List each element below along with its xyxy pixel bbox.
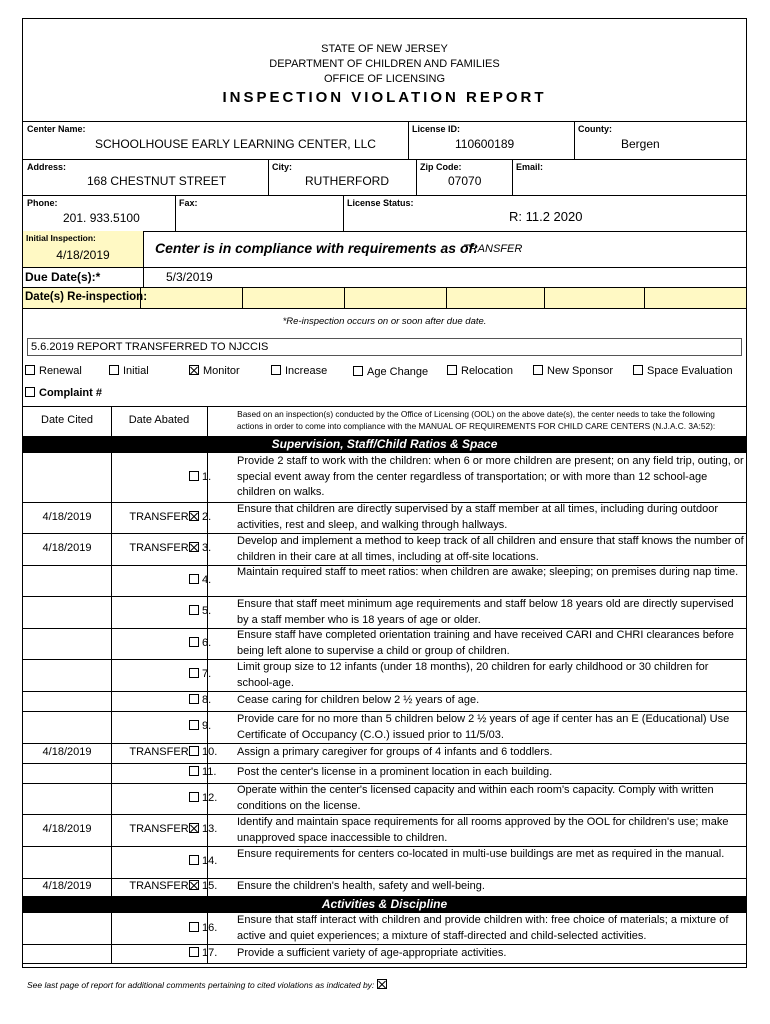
date-cited-label: Date Cited — [41, 414, 93, 426]
requirement-text: Operate within the center's licensed capacity and within each room's capacity. Comply with written conditions on the license. — [237, 784, 714, 812]
divider — [23, 121, 746, 122]
item-number: 3. — [202, 542, 212, 554]
center-name-label: Center Name: — [27, 124, 86, 134]
item-number: 4. — [202, 574, 212, 586]
remarks-text: 5.6.2019 REPORT TRANSFERRED TO NJCCIS — [31, 341, 269, 353]
table-row — [23, 763, 746, 783]
remarks-box[interactable] — [27, 338, 742, 356]
inspection-type-option[interactable] — [533, 365, 613, 377]
inspection-type-label: Initial — [123, 365, 149, 377]
divider — [111, 628, 112, 659]
item-number: 12. — [202, 792, 218, 804]
divider — [574, 121, 575, 159]
item-checkbox[interactable] — [189, 668, 237, 680]
divider — [23, 267, 746, 268]
item-checkbox[interactable] — [189, 694, 237, 706]
address: 168 CHESTNUT STREET — [87, 174, 227, 188]
table-row — [23, 628, 746, 659]
requirement-text: Post the center's license in a prominent location in each building. — [237, 766, 553, 778]
address-label: Address: — [27, 162, 67, 172]
table-row — [23, 565, 746, 596]
due-date: 5/3/2019 — [166, 270, 213, 284]
divider — [23, 195, 746, 196]
divider — [111, 913, 112, 944]
divider — [175, 195, 176, 231]
divider — [644, 288, 645, 308]
checkbox-icon[interactable] — [189, 720, 199, 730]
section-banner: Supervision, Staff/Child Ratios & Space — [23, 436, 746, 453]
divider — [111, 659, 112, 691]
table-row — [23, 944, 746, 963]
center-name: SCHOOLHOUSE EARLY LEARNING CENTER, LLC — [95, 137, 376, 151]
requirement-text: Provide 2 staff to work with the children: when 6 or more children are present; on any field trip, outing, or special event away from the center regardless of transportation; or with more than 12 school-age children on walks. — [237, 455, 744, 498]
phone-label: Phone: — [27, 198, 58, 208]
requirement-text: Develop and implement a method to keep track of all children and ensure that staff knows the number of children in their care at all times, including at off-site locations. — [237, 535, 744, 563]
divider — [512, 159, 513, 195]
divider — [446, 288, 447, 308]
zip-code: 07070 — [448, 174, 482, 188]
reinspection-row — [23, 288, 746, 308]
divider — [23, 308, 746, 309]
reinspection-note: *Re-inspection occurs on or soon after due date. — [282, 316, 487, 327]
requirement-text: Maintain required staff to meet ratios: when children are awake; sleeping; on premises during nap time. — [237, 566, 739, 578]
checkbox-icon[interactable] — [189, 766, 199, 776]
item-number: 2. — [202, 511, 212, 523]
divider — [111, 453, 112, 502]
checkbox-icon[interactable] — [353, 366, 363, 376]
requirement-text: Ensure requirements for centers co-located in multi-use buildings are met as required in the manual. — [237, 848, 725, 860]
table-row — [23, 711, 746, 743]
divider — [23, 963, 746, 964]
divider — [111, 763, 112, 783]
item-number: 17. — [202, 947, 218, 959]
requirement-text: Provide a sufficient variety of age-appropriate activities. — [237, 947, 507, 959]
date-cited: 4/18/2019 — [42, 880, 92, 892]
divider — [140, 288, 141, 308]
requirement-text: Limit group size to 12 infants (under 18 months), 20 children for early childhood or 30 children for school-age. — [237, 661, 709, 689]
header-department: DEPARTMENT OF CHILDREN AND FAMILIES — [269, 58, 500, 70]
item-number: 8. — [202, 694, 212, 706]
checkbox-icon[interactable] — [447, 365, 457, 375]
divider — [416, 159, 417, 195]
checked-box-icon[interactable] — [189, 511, 199, 521]
date-abated: TRANSFER — [129, 746, 189, 758]
email-label: Email: — [516, 162, 544, 172]
checked-box-icon[interactable] — [189, 365, 199, 375]
checkbox-icon[interactable] — [189, 855, 199, 865]
license-id-label: License ID: — [412, 124, 461, 134]
due-date-label: Due Date(s):* — [25, 270, 101, 284]
item-number: 13. — [202, 823, 218, 835]
divider — [343, 195, 344, 231]
table-row — [23, 691, 746, 711]
item-number: 9. — [202, 720, 212, 732]
divider — [111, 944, 112, 963]
divider — [111, 596, 112, 628]
checkbox-icon[interactable] — [189, 746, 199, 756]
divider — [268, 159, 269, 195]
checkbox-icon[interactable] — [109, 365, 119, 375]
item-checkbox[interactable] — [189, 471, 237, 483]
requirement-text: Ensure that staff meet minimum age requirements and staff below 18 years old are directly supervised by a staff member who is 18 years of age or older. — [237, 598, 734, 626]
divider — [408, 121, 409, 159]
date-abated: TRANSFER — [129, 511, 189, 523]
inspection-type-option[interactable] — [271, 365, 327, 377]
inspection-type-option[interactable] — [447, 365, 513, 377]
checkbox-icon[interactable] — [189, 694, 199, 704]
inspection-type-label: New Sponsor — [547, 365, 614, 377]
date-cited: 4/18/2019 — [42, 542, 92, 554]
table-row — [23, 783, 746, 814]
item-number: 7. — [202, 668, 212, 680]
phone: 201. 933.5100 — [63, 211, 140, 225]
item-checkbox[interactable] — [189, 542, 237, 554]
compliance-value: TRANSFER — [463, 243, 523, 255]
requirement-text: Provide care for no more than 5 children below 2 ½ years of age if center has an E (Educational) Use Certificate of Occupancy (C.O.) issued prior to 11/5/03. — [237, 713, 730, 741]
item-number: 16. — [202, 922, 218, 934]
inspection-type-label: Relocation — [461, 365, 513, 377]
item-checkbox[interactable] — [189, 511, 237, 523]
checkbox-icon[interactable] — [189, 605, 199, 615]
table-row — [23, 743, 746, 763]
item-checkbox[interactable] — [189, 605, 237, 617]
city-label: City: — [272, 162, 292, 172]
date-abated: TRANSFER — [129, 880, 189, 892]
requirement-text: Identify and maintain space requirements for all rooms approved by the OOL for children's use; make unapproved space inaccessible to children. — [237, 816, 729, 844]
checked-box-icon[interactable] — [189, 880, 199, 890]
divider — [23, 159, 746, 160]
county: Bergen — [621, 137, 660, 151]
item-number: 6. — [202, 637, 212, 649]
footer-note-text: See last page of report for additional comments pertaining to cited violations as indicated by: — [27, 980, 375, 990]
inspection-type-option[interactable] — [25, 387, 102, 399]
item-number: 5. — [202, 605, 212, 617]
table-row — [23, 502, 746, 533]
table-row — [23, 453, 746, 502]
item-checkbox[interactable] — [189, 823, 237, 835]
divider — [111, 846, 112, 878]
requirement-text: Ensure that staff interact with children and provide children with: free choice of materials; a mixture of active and quiet experiences; a mixture of staff-directed and child-selected activities. — [237, 914, 729, 942]
checkbox-icon[interactable] — [271, 365, 281, 375]
checkbox-icon[interactable] — [533, 365, 543, 375]
checked-box-icon[interactable] — [189, 823, 199, 833]
checkbox-icon[interactable] — [25, 365, 35, 375]
inspection-type-option[interactable] — [633, 365, 733, 377]
inspection-type-option[interactable] — [353, 366, 428, 378]
divider — [111, 783, 112, 814]
table-row — [23, 913, 746, 944]
table-intro — [207, 408, 745, 432]
inspection-type-label: Complaint # — [39, 387, 102, 399]
checked-box-icon — [377, 979, 387, 989]
item-checkbox[interactable] — [189, 720, 237, 732]
requirement-text: Ensure that children are directly supervised by a staff member at all times, including during outdoor activities, rest and sleep, and walking through hallways. — [237, 503, 718, 531]
inspection-type-option[interactable] — [189, 365, 240, 377]
divider — [143, 267, 144, 287]
table-row — [23, 814, 746, 846]
license-status-label: License Status: — [347, 198, 414, 208]
item-checkbox[interactable] — [189, 637, 237, 649]
inspection-type-label: Monitor — [203, 365, 240, 377]
table-row — [23, 659, 746, 691]
initial-inspection-cell — [23, 231, 144, 267]
date-abated-label: Date Abated — [128, 414, 190, 426]
license-id: 110600189 — [455, 137, 515, 151]
date-abated: TRANSFER — [129, 823, 189, 835]
intro-line-2: actions in order to come into compliance with the MANUAL OF REQUIREMENTS FOR CHILD CARE CENTERS (N.J.A.C. 3A:52): — [236, 421, 716, 431]
header-office: OFFICE OF LICENSING — [323, 73, 445, 85]
date-cited-header — [23, 406, 112, 436]
date-cited: 4/18/2019 — [42, 511, 92, 523]
table-row — [23, 533, 746, 565]
compliance-statement: Center is in compliance with requirements as of: — [155, 240, 478, 256]
divider — [111, 711, 112, 743]
item-checkbox[interactable] — [189, 792, 237, 804]
intro-line-1: Based on an inspection(s) conducted by the Office of Licensing (OOL) on the above date(s), the center needs to take the following — [237, 409, 715, 419]
table-row — [23, 596, 746, 628]
divider — [111, 691, 112, 711]
requirement-text: Ensure the children's health, safety and well-being. — [237, 880, 485, 892]
item-checkbox[interactable] — [189, 880, 237, 892]
checkbox-icon[interactable] — [189, 637, 199, 647]
table-row — [23, 846, 746, 878]
item-checkbox[interactable] — [189, 766, 237, 778]
date-abated: TRANSFER — [129, 542, 189, 554]
divider — [544, 288, 545, 308]
inspection-type-label: Age Change — [367, 366, 429, 378]
checkbox-icon[interactable] — [189, 668, 199, 678]
inspection-type-option[interactable] — [25, 365, 82, 377]
date-cited: 4/18/2019 — [42, 746, 92, 758]
item-number: 14. — [202, 855, 218, 867]
inspection-report-form — [22, 18, 747, 990]
item-number: 11. — [202, 766, 217, 778]
reinspection-label: Date(s) Re-inspection: — [25, 291, 148, 303]
checkbox-icon[interactable] — [189, 947, 199, 957]
divider — [344, 288, 345, 308]
county-label: County: — [578, 124, 612, 134]
checkbox-icon[interactable] — [633, 365, 643, 375]
item-checkbox[interactable] — [189, 855, 237, 867]
checked-box-icon[interactable] — [189, 542, 199, 552]
item-checkbox[interactable] — [189, 574, 237, 586]
checkbox-icon[interactable] — [25, 387, 35, 397]
divider — [111, 565, 112, 596]
inspection-type-option[interactable] — [109, 365, 149, 377]
date-abated-header — [111, 406, 208, 436]
inspection-type-label: Increase — [285, 365, 328, 377]
footer-note — [27, 979, 387, 990]
inspection-type-label: Space Evaluation — [647, 365, 733, 377]
divider — [242, 288, 243, 308]
checkbox-icon[interactable] — [189, 471, 199, 481]
initial-inspection-label: Initial Inspection: — [26, 233, 96, 243]
item-number: 10. — [202, 746, 218, 758]
report-title: INSPECTION VIOLATION REPORT — [222, 89, 547, 106]
header-state: STATE OF NEW JERSEY — [321, 43, 448, 55]
item-checkbox[interactable] — [189, 947, 237, 959]
initial-inspection-date: 4/18/2019 — [56, 248, 110, 262]
zip-label: Zip Code: — [420, 162, 462, 172]
item-checkbox[interactable] — [189, 746, 237, 758]
section-banner: Activities & Discipline — [23, 896, 746, 913]
requirement-text: Cease caring for children below 2 ½ years of age. — [237, 694, 480, 706]
table-row — [23, 878, 746, 896]
checkbox-icon[interactable] — [189, 574, 199, 584]
inspection-type-label: Renewal — [39, 365, 82, 377]
requirement-text: Assign a primary caregiver for groups of 4 infants and 6 toddlers. — [237, 746, 553, 758]
city: RUTHERFORD — [305, 174, 389, 188]
item-checkbox[interactable] — [189, 922, 237, 934]
requirement-text: Ensure staff have completed orientation training and have received CARI and CHRI clearances before being left alone to supervise a child or group of children. — [237, 629, 734, 657]
checkbox-icon[interactable] — [189, 922, 199, 932]
item-number: 15. — [202, 880, 218, 892]
fax-label: Fax: — [179, 198, 198, 208]
license-status: R: 11.2 2020 — [509, 209, 583, 224]
date-cited: 4/18/2019 — [42, 823, 92, 835]
checkbox-icon[interactable] — [189, 792, 199, 802]
item-number: 1. — [202, 471, 212, 483]
